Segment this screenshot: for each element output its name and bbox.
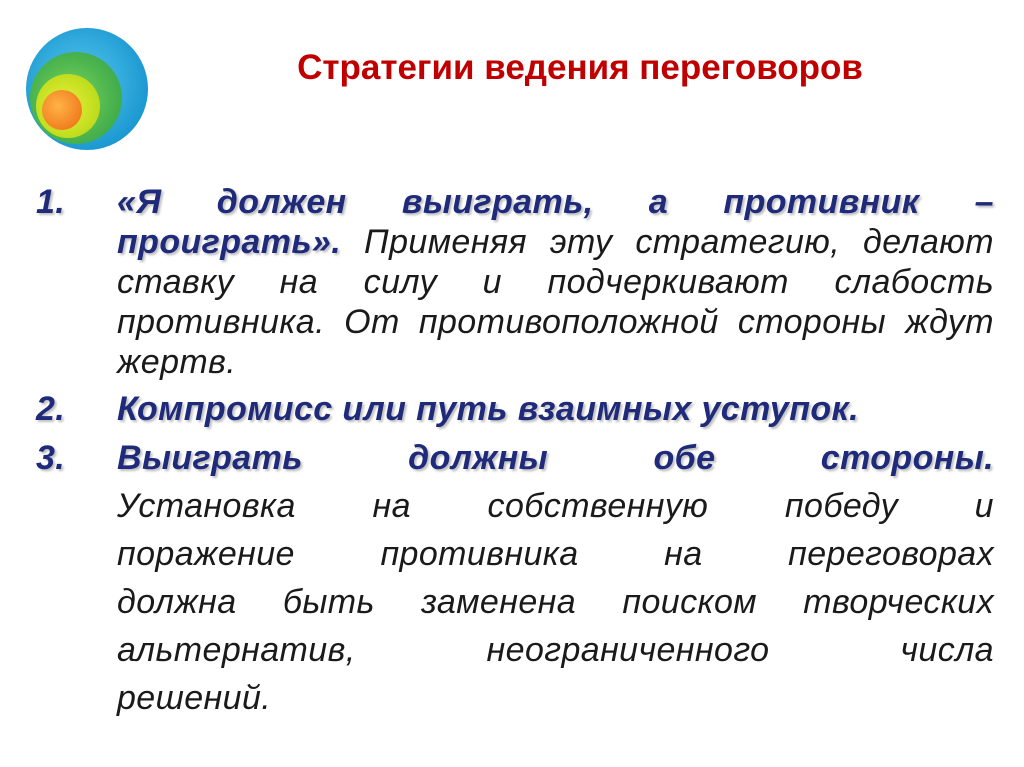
slide-title: Стратегии ведения переговоров [297,48,863,87]
list-item-description-line: должна быть заменена поиском творческих [117,583,994,621]
list-item-3 [36,434,994,722]
list-item-description: Применяя эту стратегию, делают ставку на силу и подчеркивают слабость противника. От противоположной стороны ждут жертв. [117,223,994,381]
list-item-text [117,434,994,722]
list-item-number: 1. [36,183,66,221]
list-item-1 [36,182,994,382]
concentric-circles-logo-icon [24,26,150,152]
list-item-description-line: решений. [117,679,272,717]
list-item-text [117,182,994,382]
list-item-number: 3. [36,439,66,477]
list-item-highlight-line [117,434,994,482]
list-item-description-line: альтернатив, неограниченного числа [117,631,994,669]
list-item-number: 2. [36,390,66,428]
list-item-text [117,388,994,430]
list-item-description-line: Установка на собственную победу и [117,487,994,525]
list-item-highlight: Выиграть должны обе стороны. [117,439,994,477]
list-item-2 [36,388,994,430]
list-item-highlight: «Я должен выиграть, а противник – проиграть». [117,183,994,261]
list-item-highlight: Компромисс или путь взаимных уступок. [117,390,860,428]
list-item-description-line: поражение противника на переговорах [117,535,994,573]
